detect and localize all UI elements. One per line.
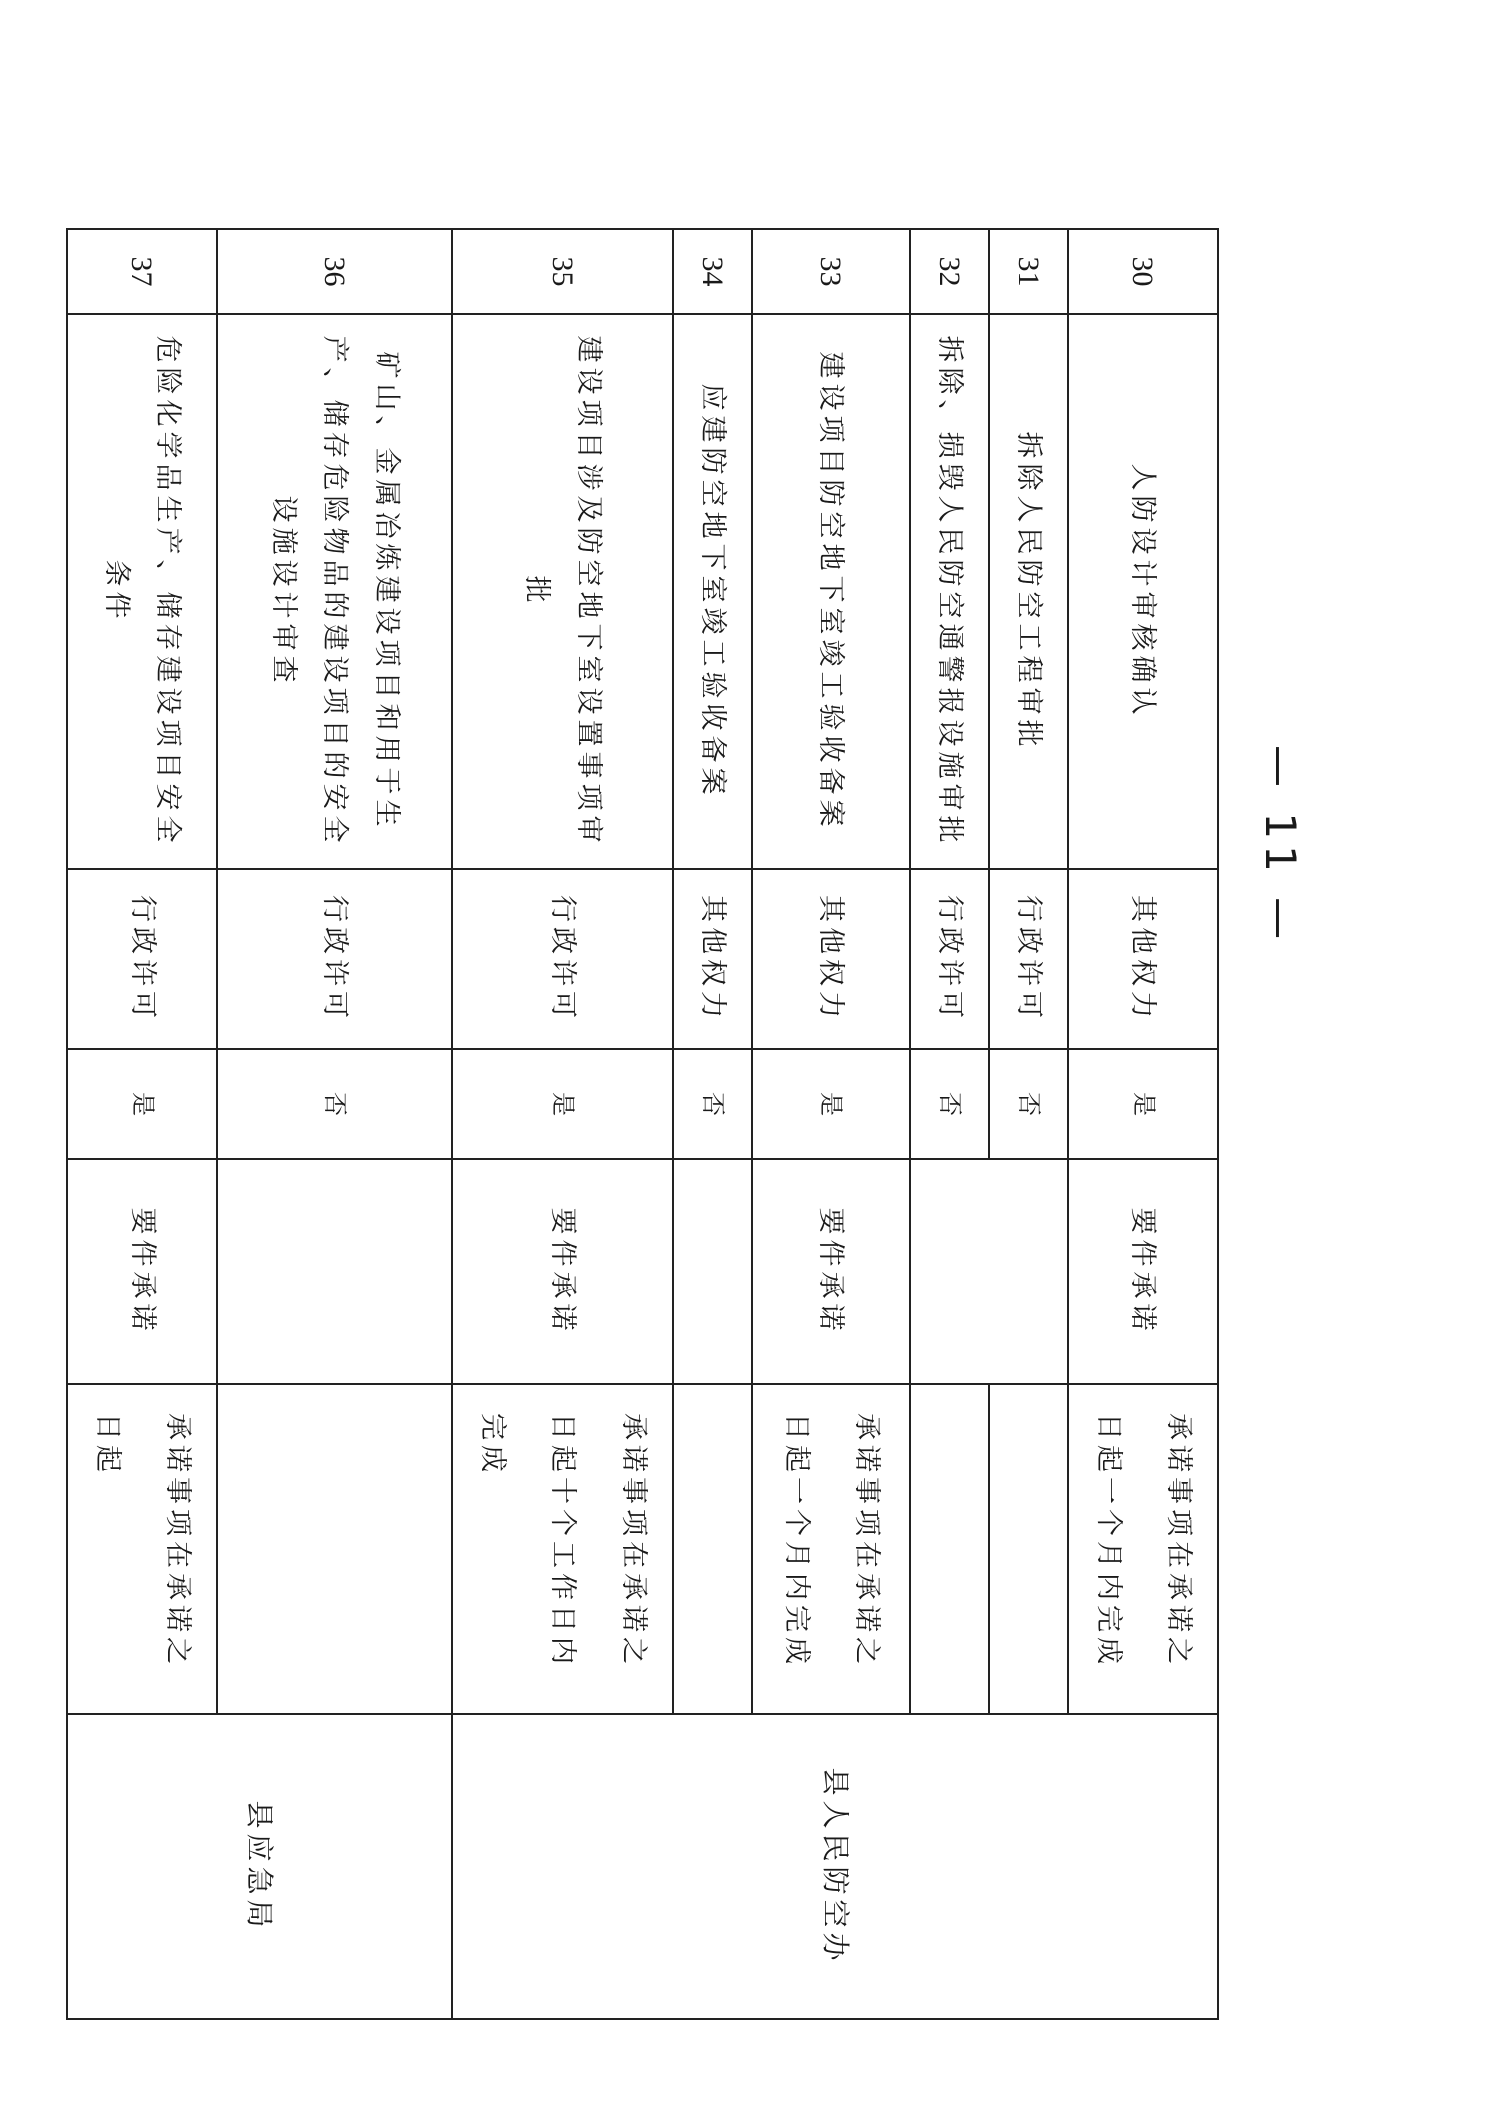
item-name: 危险化学品生产、储存建设项目安全条件 xyxy=(67,314,217,869)
item-name: 拆除、损毁人民防空通警报设施审批 xyxy=(910,314,989,869)
commitment-flag: 否 xyxy=(217,1049,452,1159)
commitment-flag: 否 xyxy=(989,1049,1068,1159)
empty-cell xyxy=(673,1159,752,1384)
commitment-flag: 是 xyxy=(1068,1049,1218,1159)
page-number: — 11 — xyxy=(1256,745,1305,946)
department-civil-defense: 县人民防空办 xyxy=(452,1714,1218,2019)
empty-cell xyxy=(910,1159,1068,1384)
power-type: 行政许可 xyxy=(67,869,217,1049)
department-emergency: 县应急局 xyxy=(67,1714,452,2019)
empty-cell xyxy=(217,1159,452,1384)
completion-time: 承诺事项在承诺之日起 xyxy=(67,1384,217,1714)
empty-cell xyxy=(673,1384,752,1714)
completion-time: 承诺事项在承诺之日起一个月内完成 xyxy=(1068,1384,1218,1714)
empty-cell xyxy=(989,1384,1068,1714)
completion-time: 承诺事项在承诺之日起十个工作日内完成 xyxy=(452,1384,673,1714)
power-type: 其他权力 xyxy=(752,869,910,1049)
row-number: 37 xyxy=(67,229,217,314)
commitment-flag: 否 xyxy=(910,1049,989,1159)
item-name: 建设项目涉及防空地下室设置事项审批 xyxy=(452,314,673,869)
power-type: 其他权力 xyxy=(673,869,752,1049)
commitment-table xyxy=(66,228,1219,2020)
power-type: 行政许可 xyxy=(989,869,1068,1049)
empty-cell xyxy=(217,1384,452,1714)
item-name: 人防设计审核确认 xyxy=(1068,314,1218,869)
row-number: 36 xyxy=(217,229,452,314)
item-name: 应建防空地下室竣工验收备案 xyxy=(673,314,752,869)
power-type: 行政许可 xyxy=(910,869,989,1049)
item-name: 拆除人民防空工程审批 xyxy=(989,314,1068,869)
table-row xyxy=(1068,229,1218,2019)
empty-cell xyxy=(910,1384,989,1714)
rotated-table-wrapper xyxy=(91,228,1219,2018)
row-number: 35 xyxy=(452,229,673,314)
item-name: 矿山、金属冶炼建设项目和用于生产、储存危险物品的建设项目的安全设施设计审查 xyxy=(217,314,452,869)
commitment-mode: 要件承诺 xyxy=(67,1159,217,1384)
row-number: 33 xyxy=(752,229,910,314)
commitment-flag: 是 xyxy=(452,1049,673,1159)
item-name: 建设项目防空地下室竣工验收备案 xyxy=(752,314,910,869)
commitment-flag: 是 xyxy=(67,1049,217,1159)
row-number: 30 xyxy=(1068,229,1218,314)
commitment-mode: 要件承诺 xyxy=(452,1159,673,1384)
row-number: 31 xyxy=(989,229,1068,314)
completion-time: 承诺事项在承诺之日起一个月内完成 xyxy=(752,1384,910,1714)
commitment-flag: 是 xyxy=(752,1049,910,1159)
commitment-flag: 否 xyxy=(673,1049,752,1159)
power-type: 行政许可 xyxy=(452,869,673,1049)
row-number: 32 xyxy=(910,229,989,314)
table-row xyxy=(217,229,452,2019)
power-type: 其他权力 xyxy=(1068,869,1218,1049)
commitment-mode: 要件承诺 xyxy=(752,1159,910,1384)
power-type: 行政许可 xyxy=(217,869,452,1049)
row-number: 34 xyxy=(673,229,752,314)
commitment-mode: 要件承诺 xyxy=(1068,1159,1218,1384)
